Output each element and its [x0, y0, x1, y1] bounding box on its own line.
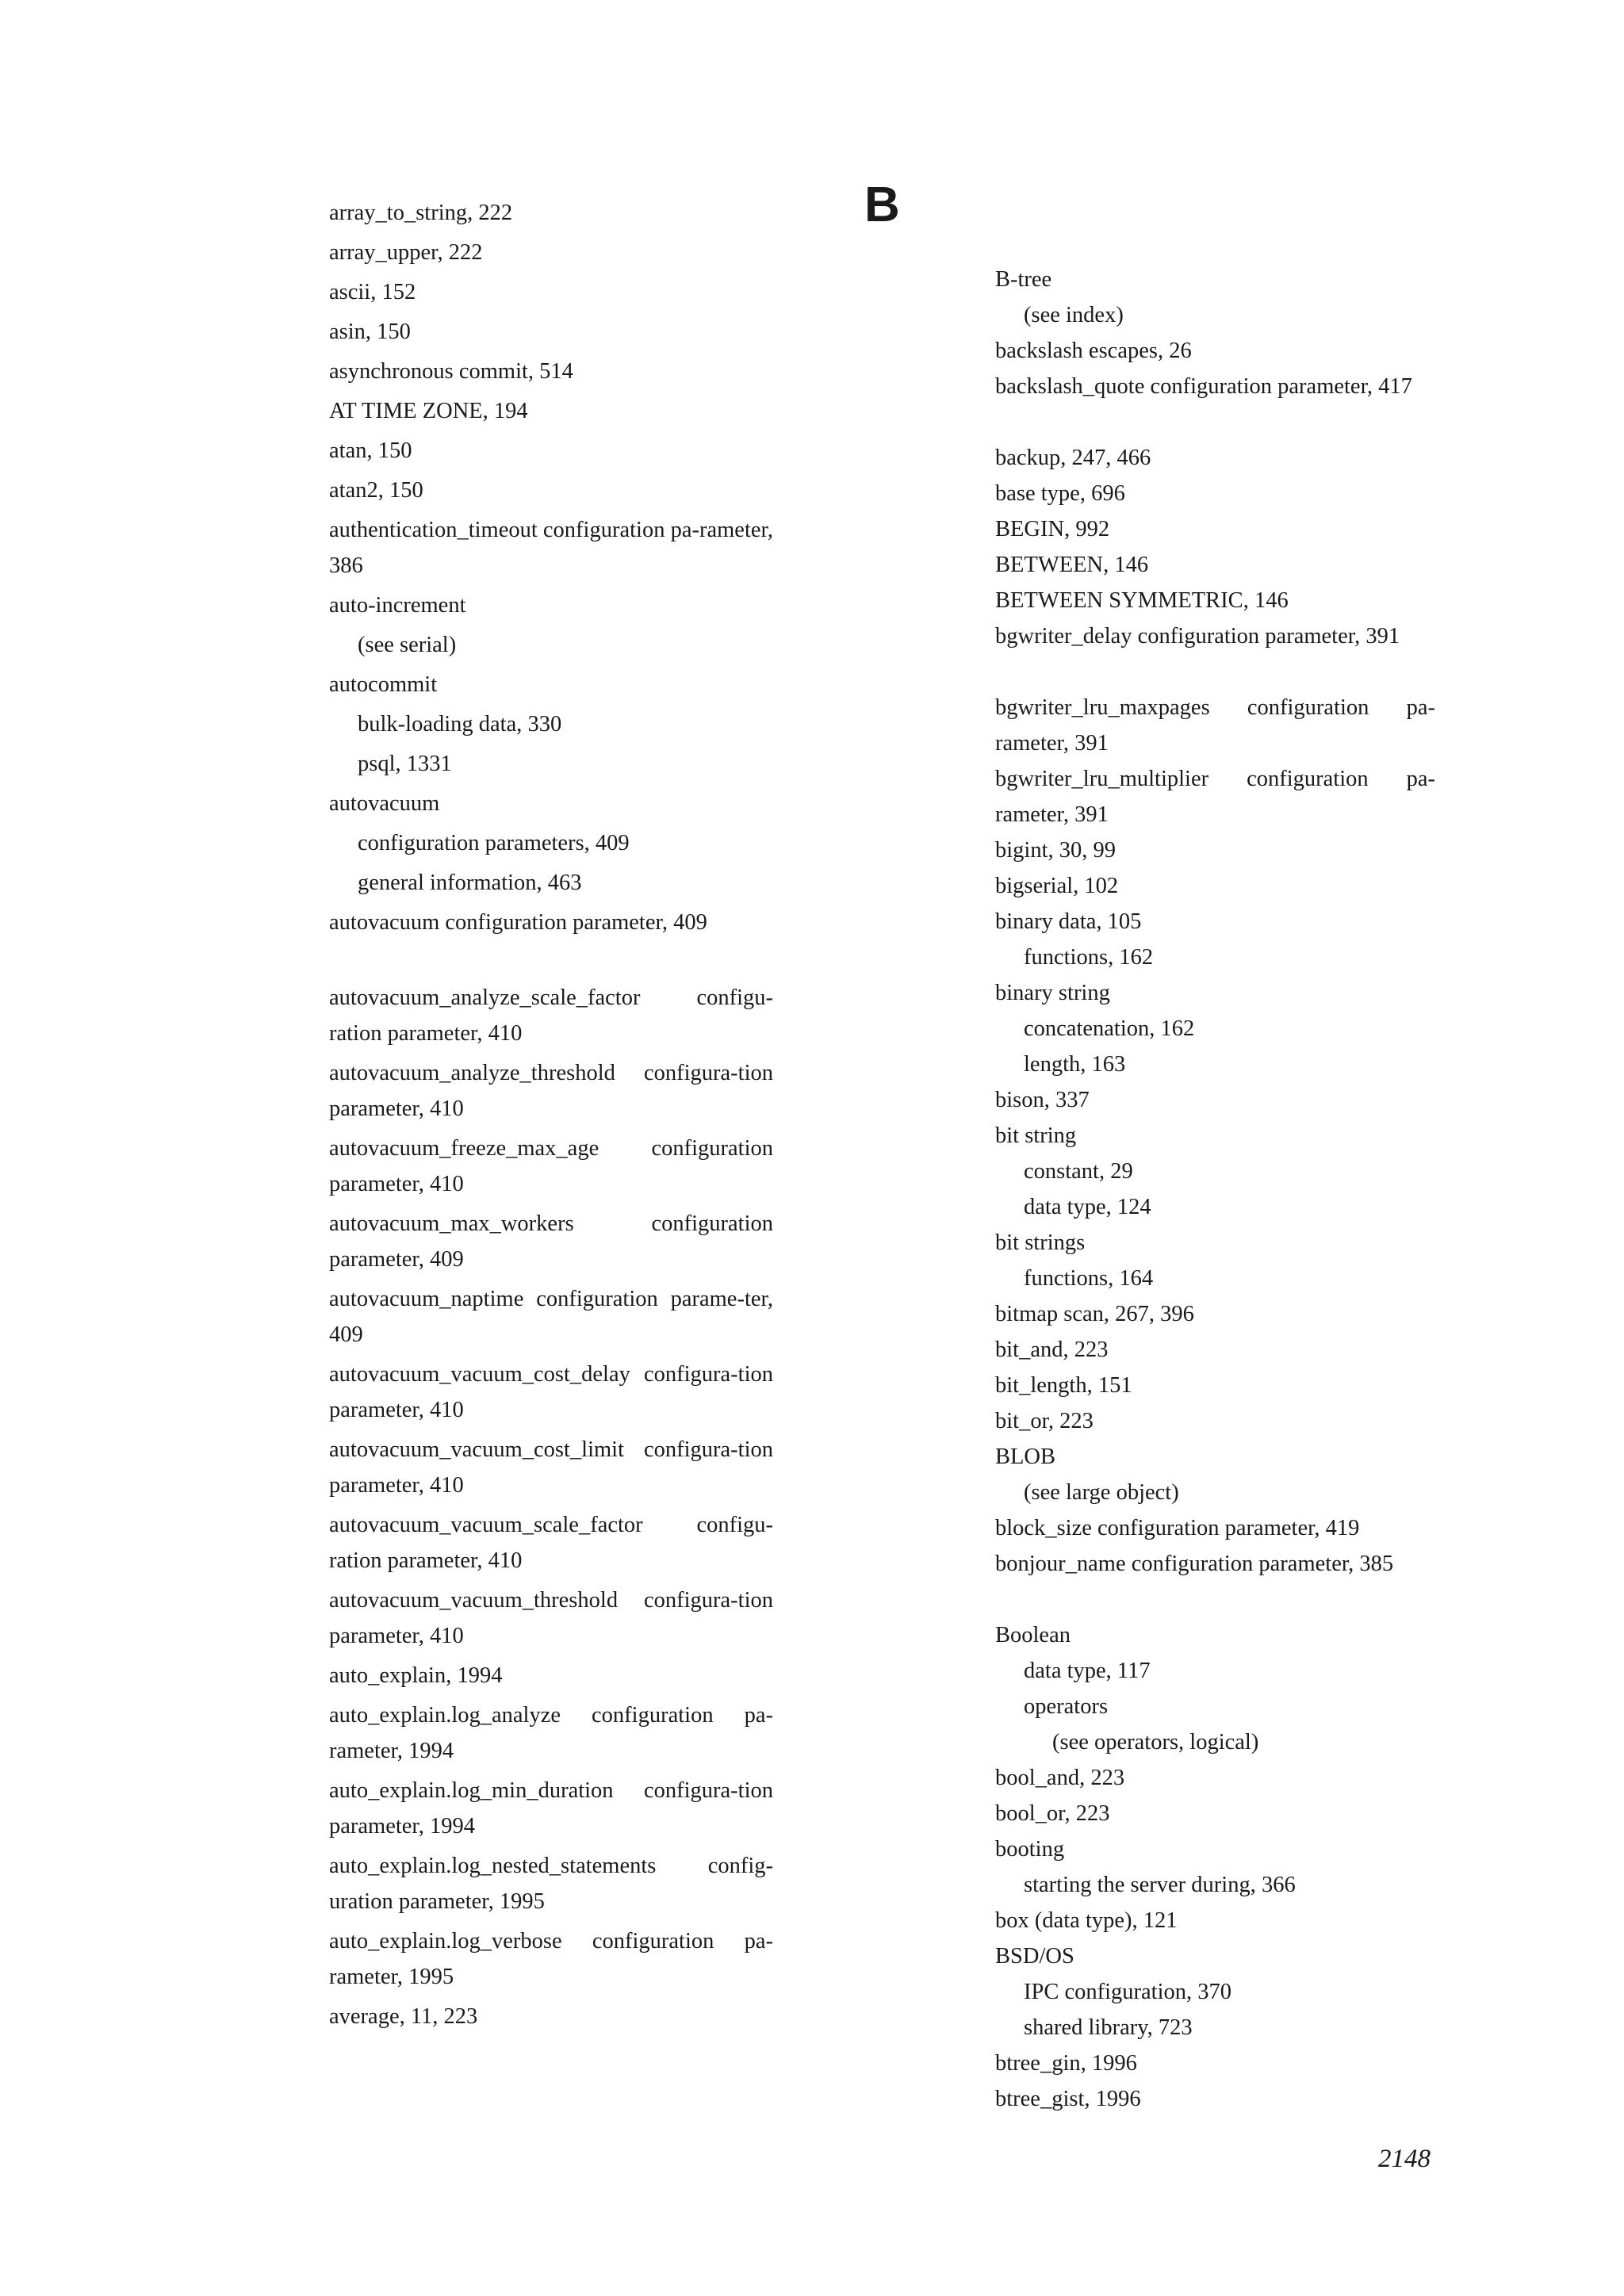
index-entry: authentication_timeout configuration pa-rameter, 386 — [329, 518, 773, 578]
index-subentry: configuration parameters, 409 — [358, 831, 630, 855]
index-subentry: (see serial) — [358, 633, 457, 657]
index-subentry: data type, 124 — [1024, 1195, 1151, 1219]
index-entry: btree_gist, 1996 — [995, 2087, 1141, 2111]
index-entry: block_size configuration parameter, 419 — [995, 1516, 1360, 1540]
index-subentry: concatenation, 162 — [1024, 1016, 1195, 1041]
index-entry: asynchronous commit, 514 — [329, 359, 573, 384]
index-entry: asin, 150 — [329, 320, 411, 344]
index-entry: backslash_quote configuration parameter, 417 — [995, 374, 1412, 399]
index-entry: autovacuum_naptime configuration parame-ter, 409 — [329, 1287, 773, 1347]
index-entry: btree_gin, 1996 — [995, 2051, 1137, 2076]
index-subentry: (see index) — [1024, 303, 1124, 327]
index-entry: binary data, 105 — [995, 909, 1142, 934]
index-subentry: operators — [1024, 1694, 1109, 1719]
index-subentry: data type, 117 — [1024, 1659, 1151, 1683]
index-entry: BETWEEN SYMMETRIC, 146 — [995, 588, 1289, 613]
index-entry: atan2, 150 — [329, 478, 423, 503]
index-entry: autovacuum — [329, 791, 440, 816]
index-subentry: starting the server during, 366 — [1024, 1873, 1296, 1897]
index-entry: backslash escapes, 26 — [995, 339, 1192, 363]
index-entry: bool_or, 223 — [995, 1801, 1110, 1826]
index-entry: auto-increment — [329, 593, 466, 618]
index-entry: bgwriter_delay configuration parameter, 391 — [995, 624, 1400, 649]
index-entry: B-tree — [995, 267, 1052, 292]
index-entry: BSD/OS — [995, 1944, 1074, 1969]
index-entry: average, 11, 223 — [329, 2004, 478, 2029]
index-subentry: length, 163 — [1024, 1052, 1126, 1077]
index-entry: BLOB — [995, 1445, 1056, 1469]
index-entry: autovacuum_vacuum_cost_limit configura-tion parameter, 410 — [329, 1437, 773, 1498]
index-entry: bit_length, 151 — [995, 1373, 1132, 1398]
index-subentry: (see operators, logical) — [1052, 1730, 1259, 1755]
index-entry: bigserial, 102 — [995, 874, 1119, 898]
index-entry: bonjour_name configuration parameter, 385 — [995, 1552, 1394, 1576]
index-entry: autovacuum_analyze_scale_factor configu-ration parameter, 410 — [329, 985, 773, 1046]
index-entry: backup, 247, 466 — [995, 446, 1151, 470]
index-entry: AT TIME ZONE, 194 — [329, 399, 528, 423]
index-entry: bit strings — [995, 1230, 1086, 1255]
index-entry: Boolean — [995, 1623, 1071, 1647]
index-entry: bool_and, 223 — [995, 1766, 1125, 1790]
index-entry: bit_and, 223 — [995, 1337, 1109, 1362]
index-subentry: shared library, 723 — [1024, 2015, 1193, 2040]
index-entry: auto_explain.log_min_duration configura-tion parameter, 1994 — [329, 1778, 773, 1839]
index-entry: autovacuum_vacuum_cost_delay configura-tion parameter, 410 — [329, 1362, 773, 1422]
index-entry: auto_explain.log_analyze configuration pa-rameter, 1994 — [329, 1703, 773, 1763]
index-subentry: (see large object) — [1024, 1480, 1179, 1505]
index-entry: autocommit — [329, 672, 438, 697]
index-entry: box (data type), 121 — [995, 1908, 1178, 1933]
index-entry: bgwriter_lru_multiplier configuration pa-rameter, 391 — [995, 767, 1435, 827]
index-entry: auto_explain, 1994 — [329, 1663, 503, 1688]
index-subentry: bulk-loading data, 330 — [358, 712, 562, 737]
index-entry: bgwriter_lru_maxpages configuration pa-rameter, 391 — [995, 695, 1435, 756]
index-subentry: general information, 463 — [358, 871, 582, 895]
index-entry: auto_explain.log_nested_statements config-uration parameter, 1995 — [329, 1854, 773, 1914]
index-subentry: IPC configuration, 370 — [1024, 1980, 1232, 2004]
index-entry: ascii, 152 — [329, 280, 416, 304]
index-entry: autovacuum_freeze_max_age configuration parameter, 410 — [329, 1136, 773, 1196]
index-entry: autovacuum configuration parameter, 409 — [329, 910, 707, 935]
index-entry: bitmap scan, 267, 396 — [995, 1302, 1194, 1326]
index-entry: atan, 150 — [329, 438, 412, 463]
index-entry: autovacuum_vacuum_threshold configura-tion parameter, 410 — [329, 1588, 773, 1648]
page-number: 2148 — [1378, 2145, 1431, 2173]
index-entry: bison, 337 — [995, 1088, 1090, 1112]
index-entry: array_to_string, 222 — [329, 201, 513, 225]
index-entry: auto_explain.log_verbose configuration pa-rameter, 1995 — [329, 1929, 773, 1989]
index-subentry: psql, 1331 — [358, 752, 452, 776]
index-entry: booting — [995, 1837, 1065, 1862]
section-letter: B — [864, 178, 900, 232]
index-entry: bit_or, 223 — [995, 1409, 1094, 1433]
index-entry: bit string — [995, 1123, 1077, 1148]
index-entry: base type, 696 — [995, 481, 1125, 506]
index-entry: array_upper, 222 — [329, 240, 483, 265]
index-subentry: constant, 29 — [1024, 1159, 1133, 1184]
index-entry: bigint, 30, 99 — [995, 838, 1116, 863]
index-entry: BEGIN, 992 — [995, 517, 1110, 541]
index-entry: BETWEEN, 146 — [995, 553, 1149, 577]
index-entry: autovacuum_vacuum_scale_factor configu-ration parameter, 410 — [329, 1513, 773, 1573]
index-subentry: functions, 162 — [1024, 945, 1154, 970]
index-entry: autovacuum_max_workers configuration parameter, 409 — [329, 1211, 773, 1272]
index-subentry: functions, 164 — [1024, 1266, 1154, 1291]
index-entry: autovacuum_analyze_threshold configura-tion parameter, 410 — [329, 1061, 773, 1121]
index-entry: binary string — [995, 981, 1110, 1005]
